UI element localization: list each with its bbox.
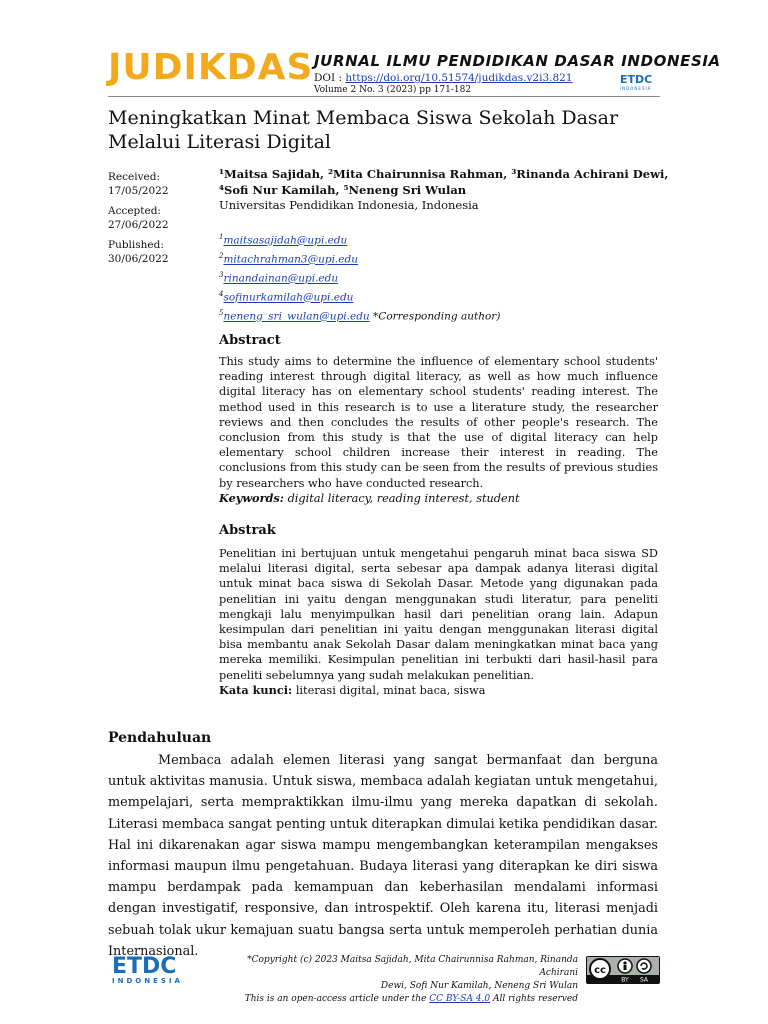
etdc-small-sub: INDONESIA <box>620 86 652 91</box>
email-item: $^3$rinandainan@upi.edu <box>219 271 339 285</box>
abstrak-text: Penelitian ini bertujuan untuk mengetahui pengaruh minat baca siswa SD melalui literasi digital, serta sebesar apa dampak adanya literasi digital untuk minat baca siswa di Sekolah Dasar. Metode yang digunakan pada penelitian ini yaitu dengan menggunakan studi literatur, para peneliti mengkaji lalu menyimpulkan hasil dari penelitian orang lain. Adapun kesimpulan dari penelitian ini yaitu dengan menggunakan literasi digital bisa membantu anak Sekolah Dasar dalam meningkatkan minat baca yang mereka memiliki. Kesimpulan penelitian ini terbukti dari hasil-hasil para peneliti sebelumnya yang sudah melakukan penelitian. <box>219 547 658 682</box>
published-block <box>108 238 169 266</box>
cc-text: cc <box>594 965 606 976</box>
abstract-body <box>219 354 658 506</box>
abstrak-keywords <box>219 683 658 698</box>
email-item: $^1$maitsasajidah@upi.edu <box>219 233 348 247</box>
email-link[interactable]: neneng_sri_wulan@upi.edu <box>223 310 370 323</box>
etdc-logo-small <box>620 73 652 91</box>
intro-paragraph: Membaca adalah elemen literasi yang sangat bermanfaat dan berguna untuk aktivitas manusia. Untuk siswa, membaca adalah kegiatan untuk mengetahui, mempelajari, serta mempraktikkan ilmu-ilmu yang mereka dapatkan di sekolah. Literasi membaca sangat penting untuk diterapkan dimulai ketika pendidikan dasar. Hal ini dikarenakan agar siswa mampu mengembangkan keterampilan mengakses informasi maupun ilmu pengetahuan. Budaya literasi yang diterapkan ke diri siswa mampu berdampak pada kemampuan dan keberhasilan mendalami informasi dengan investigatif, responsive, dan introspektif. Oleh karena itu, literasi menjadi sebuah tolak ukur kemajuan suatu bangsa serta untuk memperoleh perhatian dunia Internasional. <box>108 753 658 959</box>
abstrak-body <box>219 546 658 698</box>
header-divider <box>108 96 660 97</box>
journal-logo: JUDIKDAS <box>108 47 314 88</box>
copyright-line-2: Dewi, Sofi Nur Kamilah, Neneng Sri Wulan <box>380 981 578 991</box>
received-date: 17/05/2022 <box>108 185 169 197</box>
email-item: $^2$mitachrahman3@upi.edu <box>219 252 358 266</box>
abstract-heading: Abstract <box>219 333 281 348</box>
email-link[interactable]: maitsasajidah@upi.edu <box>223 234 348 247</box>
doi-line <box>314 72 573 84</box>
paper-title: Meningkatkan Minat Membaca Siswa Sekolah Dasar Melalui Literasi Digital <box>108 107 619 153</box>
accepted-block <box>108 204 169 232</box>
abstrak-heading: Abstrak <box>219 523 276 538</box>
cc-license-badge[interactable] <box>586 956 660 984</box>
affiliation: Universitas Pendidikan Indonesia, Indonesia <box>219 198 479 212</box>
cc-sa-text: SA <box>639 976 649 983</box>
email-list <box>219 230 500 325</box>
copyright-line-1: *Copyright (c) 2023 Maitsa Sajidah, Mita Chairunnisa Rahman, Rinanda Achirani <box>247 955 578 978</box>
received-block <box>108 170 169 198</box>
doi-link[interactable]: https://doi.org/10.51574/judikdas.v2i3.821 <box>345 72 573 84</box>
license-link[interactable]: CC BY-SA 4.0 <box>429 994 491 1004</box>
license-line: This is an open-access article under the CC BY-SA 4.0 All rights reserved <box>244 994 578 1004</box>
volume-info: Volume 2 No. 3 (2023) pp 171-182 <box>314 85 472 95</box>
accepted-date: 27/06/2022 <box>108 219 169 231</box>
doi-label: DOI : <box>314 72 343 84</box>
email-link[interactable]: rinandainan@upi.edu <box>223 272 339 285</box>
published-date: 30/06/2022 <box>108 253 169 265</box>
cc-badge-icon <box>587 957 659 983</box>
abstract-keywords <box>219 491 658 506</box>
email-link[interactable]: sofinurkamilah@upi.edu <box>223 291 354 304</box>
etdc-logo-footer <box>112 954 183 985</box>
section-heading-pendahuluan: Pendahuluan <box>108 730 212 746</box>
authors-line-2: ⁴Sofi Nur Kamilah, ⁵Neneng Sri Wulan <box>219 183 467 197</box>
email-item: $^4$sofinurkamilah@upi.edu <box>219 290 354 304</box>
journal-title: JURNAL ILMU PENDIDIKAN DASAR INDONESIA <box>314 52 721 70</box>
corresponding-note: *Corresponding author) <box>373 310 501 323</box>
cc-by-text: BY <box>621 976 629 983</box>
etdc-small-label: ETDC <box>620 73 653 86</box>
etdc-footer-sub: INDONESIA <box>112 977 183 985</box>
kata-kunci-value: literasi digital, minat baca, siswa <box>295 683 486 697</box>
keywords-value: digital literacy, reading interest, student <box>287 491 520 505</box>
received-label: Received: <box>108 171 160 183</box>
authors-line-1: ¹Maitsa Sajidah, ²Mita Chairunnisa Rahman, ³Rinanda Achirani Dewi, <box>219 167 669 181</box>
published-label: Published: <box>108 239 164 251</box>
email-item: $^5$neneng_sri_wulan@upi.edu *Corresponding author) <box>219 309 501 323</box>
keywords-label: Keywords: <box>219 490 284 505</box>
copyright-notice <box>230 954 578 1006</box>
author-list <box>219 166 669 198</box>
etdc-footer-label: ETDC <box>112 954 177 979</box>
abstract-text: This study aims to determine the influence of elementary school students' reading interest through digital literacy, as well as how much influence digital literacy has on elementary school students' reading interest. The method used in this research is to use a literature study, the researcher reviews and then concludes the results of other people's research. The conclusion from this study is that the use of digital literacy can help elementary school children increase their interest in reading. The conclusions from this study can be seen from the results of previous studies by researchers who have conducted research. <box>219 355 658 490</box>
accepted-label: Accepted: <box>108 205 161 217</box>
email-link[interactable]: mitachrahman3@upi.edu <box>223 253 358 266</box>
kata-kunci-label: Kata kunci: <box>219 682 293 697</box>
